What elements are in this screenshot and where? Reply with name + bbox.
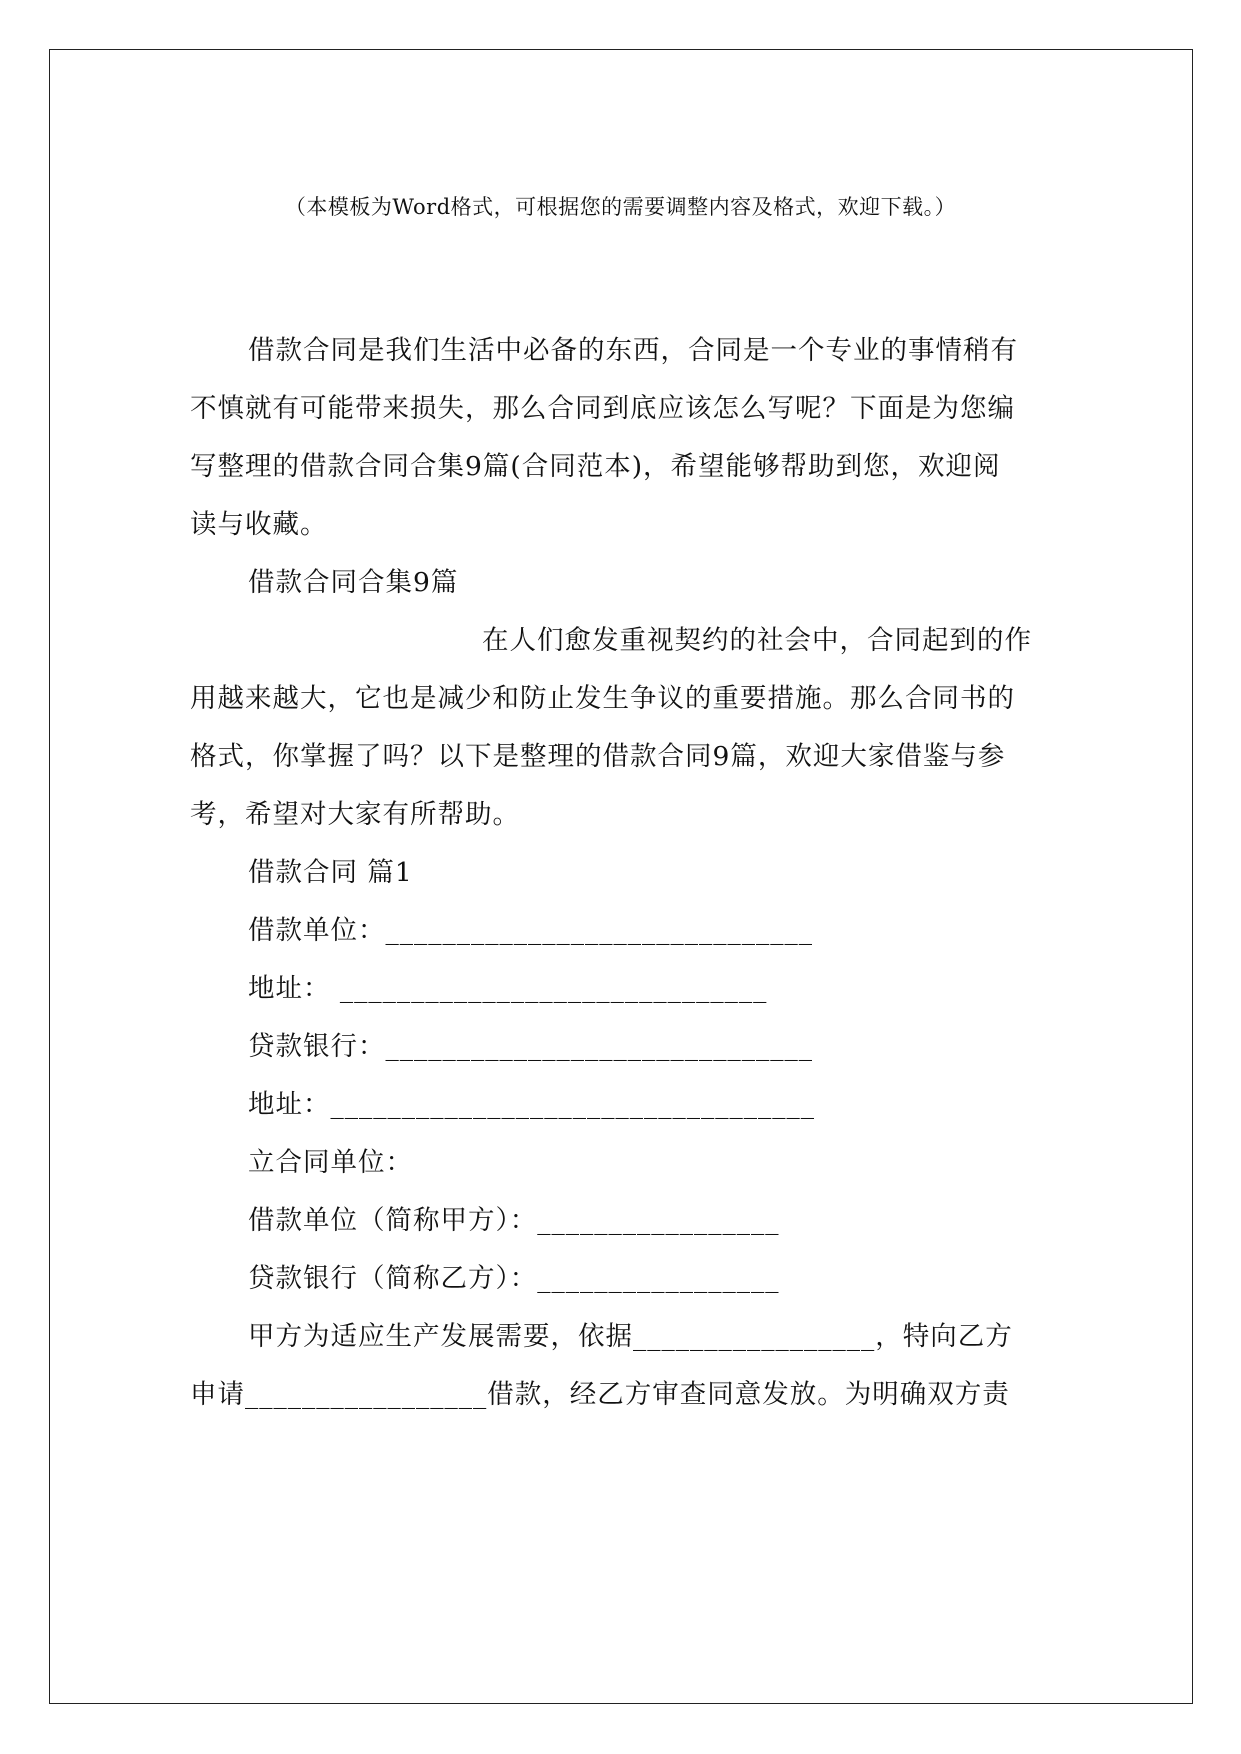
text-line: 贷款银行（简称乙方）：_________________: [248, 1263, 780, 1294]
text-line: 地址： ______________________________: [248, 973, 768, 1004]
text-line: 在人们愈发重视契约的社会中，合同起到的作: [482, 625, 1032, 656]
text-line: 贷款银行：______________________________: [248, 1031, 813, 1062]
text-line: 不慎就有可能带来损失，那么合同到底应该怎么写呢？下面是为您编: [190, 393, 1015, 424]
text-line: 格式，你掌握了吗？以下是整理的借款合同9篇，欢迎大家借鉴与参: [190, 741, 1006, 772]
text-line: 读与收藏。: [190, 509, 328, 540]
text-line: 借款单位（简称甲方）：_________________: [248, 1205, 780, 1236]
text-line: 借款合同是我们生活中必备的东西，合同是一个专业的事情稍有: [248, 335, 1018, 366]
text-line: 甲方为适应生产发展需要，依据_________________，特向乙方: [248, 1321, 1013, 1352]
template-note: （本模板为Word格式，可根据您的需要调整内容及格式，欢迎下载。）: [284, 195, 957, 219]
text-line: 用越来越大，它也是减少和防止发生争议的重要措施。那么合同书的: [190, 683, 1015, 714]
text-line: 借款合同合集9篇: [248, 567, 459, 598]
text-line: 地址：__________________________________: [248, 1089, 815, 1120]
text-line: 写整理的借款合同合集9篇(合同范本)，希望能够帮助到您，欢迎阅: [190, 451, 1001, 482]
text-line: 借款合同 篇1: [248, 857, 413, 888]
text-line: 立合同单位：: [248, 1147, 413, 1178]
text-line: 考，希望对大家有所帮助。: [190, 799, 520, 830]
text-line: 借款单位：______________________________: [248, 915, 813, 946]
text-line: 申请_________________借款，经乙方审查同意发放。为明确双方责: [190, 1379, 1010, 1410]
